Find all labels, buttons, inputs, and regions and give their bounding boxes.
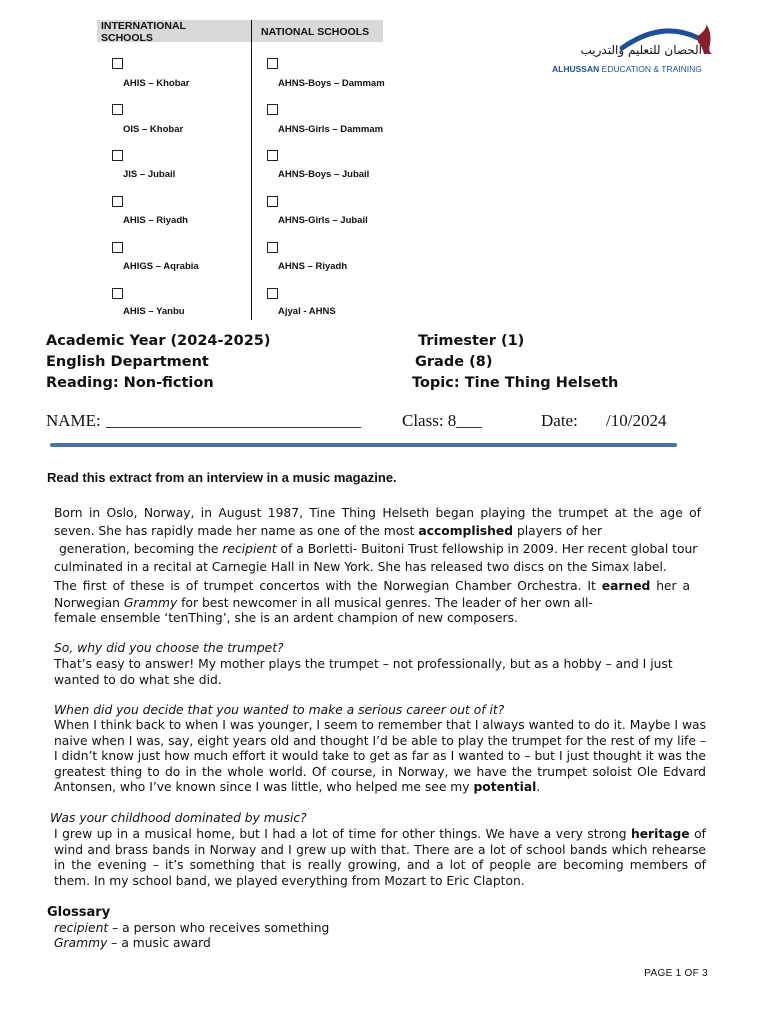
answer: When I think back to when I was younger, I seem to remember that I always wanted to do it. Maybe I was naive when I was, say, eight years old and thought I’d be able to play the trumpet for the rest of my life – I didn’t know just how much effort it would take to get as far as I wanted to – but I just thought it was the greatest thing to do in the whole world. Of course, in Norway, we have the trumpet soloist Ole Edvard Antonsen, who I’ve known since I was little, who helped me see my potential. [54,718,706,795]
school-label: AHIS – Riyadh [123,215,188,226]
intro-line: The first of these is of trumpet concertos with the Norwegian Chamber Orchestra. It earned her a [54,579,690,593]
reading-type: Reading: Non-fiction [46,375,214,391]
intro-line: generation, becoming the recipient of a Borletti- Buitoni Trust fellowship in 2009. Her recent global tour [59,542,698,556]
vocab-heritage: heritage [630,827,690,841]
school-label: AHNS-Boys – Dammam [278,78,385,89]
date-label: Date: [541,411,578,430]
question: So, why did you choose the trumpet? [54,641,284,655]
vocab-potential: potential [473,780,537,795]
answer: I grew up in a musical home, but I had a lot of time for other things. We have a very strong heritage of wind and brass bands in Norway and I grew up with that. There are a lot of school bands which rehearse in the evening – it’s something that is really growing, and a lot of people are becoming members of them. In my school band, we played everything from Mozart to Eric Clapton. [54,827,706,888]
school-label: Ajyal - AHNS [278,306,336,317]
checkbox-ahns-boys-dammam[interactable] [267,58,278,69]
name-label: NAME: [46,411,101,430]
trimester: Trimester (1) [418,333,525,349]
vocab-accomplished: accomplished [418,524,514,538]
glossary-item: Grammy – a music award [54,936,211,950]
school-label: AHNS-Boys – Jubail [278,169,370,180]
intro-line: seven. She has rapidly made her name as one of the most accomplished players of her [54,524,603,538]
answer: That’s easy to answer! My mother plays the trumpet – not professionally, but as a hobby – and I just wanted to do what she did. [54,657,673,687]
checkbox-ahis-riyadh[interactable] [112,196,123,207]
name-field[interactable]: ______________________________ [106,411,361,430]
school-label: OIS – Khobar [123,124,184,135]
checkbox-ahns-boys-jubail[interactable] [267,150,278,161]
date-field[interactable]: /10/2024 [606,411,667,430]
national-schools-header: NATIONAL SCHOOLS [252,20,383,42]
page-number: PAGE 1 OF 3 [644,968,708,979]
school-label: AHNS-Girls – Dammam [278,124,384,135]
academic-year: Academic Year (2024-2025) [46,333,271,349]
logo-arabic-text: الحصان للتعليم والتدريب [580,43,702,57]
topic: Topic: Tine Thing Helseth [412,375,619,391]
school-label: AHIGS – Aqrabia [123,261,199,272]
instruction: Read this extract from an interview in a music magazine. [47,470,397,485]
glossary-title: Glossary [47,905,111,920]
school-label: AHNS-Girls – Jubail [278,215,368,226]
department: English Department [46,354,209,370]
checkbox-ajyal-ahns[interactable] [267,288,278,299]
school-label: AHNS – Riyadh [278,261,348,272]
table-divider [251,20,252,320]
checkbox-ahns-riyadh[interactable] [267,242,278,253]
logo-brand: ALHUSSAN EDUCATION & TRAINING [552,64,702,74]
question: Was your childhood dominated by music? [50,811,307,825]
intro-line: Born in Oslo, Norway, in August 1987, Tine Thing Helseth began playing the trumpet at the age of [54,506,701,520]
intro-line: female ensemble ‘tenThing’, she is an ardent champion of new composers. [54,611,518,625]
checkbox-ahigs-aqrabia[interactable] [112,242,123,253]
international-schools-header: INTERNATIONAL SCHOOLS [97,20,251,42]
header-divider [50,443,677,447]
alhussan-logo [552,22,712,78]
checkbox-ahis-yanbu[interactable] [112,288,123,299]
checkbox-ahns-girls-jubail[interactable] [267,196,278,207]
checkbox-jis-jubail[interactable] [112,150,123,161]
glossary-item: recipient – a person who receives something [54,921,330,935]
checkbox-ois-khobar[interactable] [112,104,123,115]
grade: Grade (8) [415,354,493,370]
intro-line: Norwegian Grammy for best newcomer in all musical genres. The leader of her own all- [54,596,593,610]
intro-line: culminated in a recital at Carnegie Hall in New York. She has released two discs on the Simax label. [54,560,667,574]
checkbox-ahns-girls-dammam[interactable] [267,104,278,115]
checkbox-ahis-khobar[interactable] [112,58,123,69]
question: When did you decide that you wanted to make a serious career out of it? [54,703,505,717]
school-label: AHIS – Khobar [123,78,190,89]
school-label: AHIS – Yanbu [123,306,185,317]
school-label: JIS – Jubail [123,169,176,180]
vocab-earned: earned [601,579,651,593]
class-field[interactable]: Class: 8___ [402,411,482,430]
